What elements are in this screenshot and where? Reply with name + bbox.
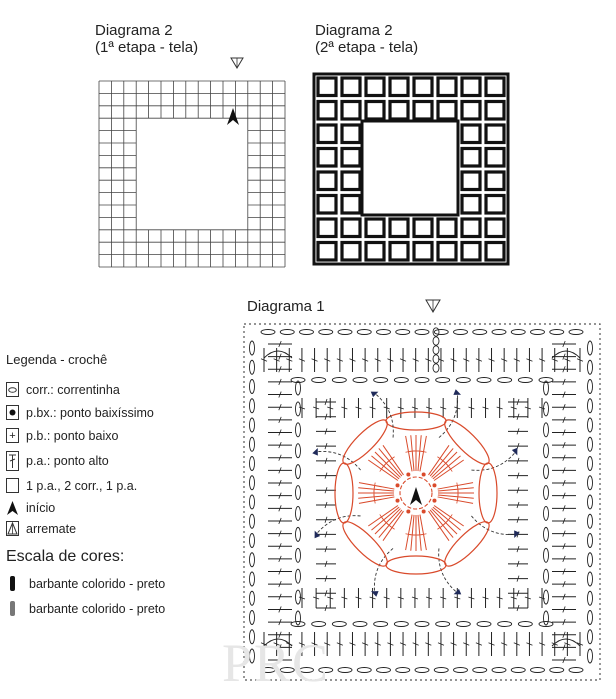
watermark: PRC (222, 633, 331, 693)
legend-item-mesh (6, 478, 137, 493)
outer-chain-right (588, 553, 593, 567)
diagram1-finish-arrow-icon (425, 298, 441, 314)
inner-chain-left (296, 423, 301, 437)
mesh-block (366, 243, 384, 261)
slip-stitch-dot (432, 499, 436, 503)
inner-chain-left (296, 527, 301, 541)
inner-chain-bottom (498, 622, 512, 627)
outer-chain-top (454, 330, 468, 335)
legend-item-single-crochet (6, 428, 118, 443)
mesh-block (462, 102, 480, 120)
mesh-block (318, 196, 336, 214)
outer-chain-top (492, 330, 506, 335)
outer-chain-top (415, 330, 429, 335)
mesh-block (342, 78, 360, 96)
color-label-2: barbante colorido - preto (29, 601, 166, 616)
outer-chain-right (588, 514, 593, 528)
color-label-1: barbante colorido - preto (29, 576, 166, 591)
start-chain (433, 337, 439, 345)
mesh-block (486, 102, 504, 120)
slip-stitch-dot (432, 483, 436, 487)
chain-squiggle (439, 548, 458, 592)
mesh-block (366, 219, 384, 237)
mesh-block (414, 102, 432, 120)
petal-oval (335, 463, 353, 523)
mesh-inner-border (362, 121, 458, 215)
mesh-block (342, 243, 360, 261)
outer-chain-right (588, 380, 593, 394)
petal-stitch-bar (374, 483, 375, 489)
legend-label-slip-stitch: p.bx.: ponto baixíssimo (26, 405, 154, 420)
inner-chain-right (544, 611, 549, 625)
petal-oval (479, 463, 497, 523)
inner-chain-right (544, 465, 549, 479)
outer-chain-bottom (415, 668, 429, 673)
inner-chain-left (296, 548, 301, 562)
inner-chain-top (436, 378, 450, 383)
legend-item-chain (6, 382, 120, 397)
mesh-block (414, 219, 432, 237)
outer-chain-top (357, 330, 371, 335)
mesh-group (318, 78, 504, 260)
outer-chain-bottom (531, 668, 545, 673)
diagram2a-title (95, 22, 198, 56)
square-icon (6, 478, 19, 493)
outer-chain-bottom (454, 668, 468, 673)
inner-chain-bottom (291, 622, 305, 627)
slip-stitch-dot (406, 473, 410, 477)
inner-chain-top (518, 378, 532, 383)
inner-chain-top (291, 378, 305, 383)
slip-stitch-dot (396, 483, 400, 487)
inner-chain-top (312, 378, 326, 383)
legend-label-start: início (26, 500, 56, 515)
outer-chain-top (338, 330, 352, 335)
mesh-block (486, 172, 504, 190)
slip-stitch-dot (422, 473, 426, 477)
outer-chain-left (250, 495, 255, 509)
mesh-block (462, 125, 480, 143)
outer-chain-right (588, 649, 593, 663)
petal-oval (386, 412, 446, 430)
mesh-block (390, 78, 408, 96)
outer-chain-top (280, 330, 294, 335)
inner-chain-bottom (456, 622, 470, 627)
legend-item-double-crochet (6, 451, 109, 471)
inner-chain-bottom (436, 622, 450, 627)
mesh-block (462, 219, 480, 237)
diagram1-title: Diagrama 1 (247, 298, 325, 315)
mesh-block (462, 196, 480, 214)
petal-stitch-bar (457, 498, 458, 504)
mesh-block (462, 243, 480, 261)
inner-chain-bottom (415, 622, 429, 627)
inner-chain-bottom (477, 622, 491, 627)
outer-chain-bottom (377, 668, 391, 673)
inner-chain-right (544, 381, 549, 395)
inner-chain-left (296, 486, 301, 500)
inner-chain-right (544, 506, 549, 520)
inner-chain-top (498, 378, 512, 383)
legend-item-start (6, 500, 55, 515)
outer-chain-bottom (473, 668, 487, 673)
color-swatch-grey (10, 601, 15, 616)
dot-icon (6, 405, 19, 420)
inner-chain-top (539, 378, 553, 383)
inner-chain-top (374, 378, 388, 383)
petal-stitch-bar (406, 534, 412, 535)
inner-chain-left (296, 611, 301, 625)
outer-chain-right (588, 399, 593, 413)
color-swatch-black (10, 576, 15, 591)
legend-label-single-crochet: p.b.: ponto baixo (26, 428, 119, 443)
inner-chain-left (296, 402, 301, 416)
legend-label-mesh: 1 p.a., 2 corr., 1 p.a. (26, 478, 138, 493)
inner-chain-top (456, 378, 470, 383)
mesh-block (390, 219, 408, 237)
mesh-block (342, 102, 360, 120)
mesh-block (366, 78, 384, 96)
outer-chain-left (250, 534, 255, 548)
outer-chain-right (588, 534, 593, 548)
inner-chain-right (544, 444, 549, 458)
plus-icon: + (6, 428, 19, 443)
inner-chain-right (544, 569, 549, 583)
mesh-block (414, 78, 432, 96)
inner-chain-bottom (374, 622, 388, 627)
mesh-block (486, 78, 504, 96)
start-arrow-legend-icon (6, 500, 19, 515)
outer-chain-right (588, 437, 593, 451)
outer-chain-bottom (550, 668, 564, 673)
outer-chain-left (250, 380, 255, 394)
mesh-block (438, 102, 456, 120)
chain-squiggle (375, 393, 394, 437)
legend-label-finish: arremate (26, 521, 77, 536)
mesh-block (342, 219, 360, 237)
outer-chain-right (588, 591, 593, 605)
outer-chain-left (250, 457, 255, 471)
outer-chain-left (250, 572, 255, 586)
outer-chain-left (250, 418, 255, 432)
outer-chain-left (250, 591, 255, 605)
outer-chain-top (511, 330, 525, 335)
inner-chain-left (296, 506, 301, 520)
outer-chain-right (588, 360, 593, 374)
inner-chain-right (544, 590, 549, 604)
mesh-block (342, 196, 360, 214)
inner-chain-top (353, 378, 367, 383)
mesh-block (366, 102, 384, 120)
outer-chain-left (250, 399, 255, 413)
outer-chain-left (250, 476, 255, 490)
outer-chain-top (377, 330, 391, 335)
color-scale-title: Escala de cores: (6, 548, 125, 565)
outer-chain-top (319, 330, 333, 335)
legend-title: Legenda - crochê (6, 352, 108, 367)
inner-chain-top (332, 378, 346, 383)
tall-stitch-icon (6, 451, 19, 471)
inner-chain-right (544, 548, 549, 562)
chain-squiggle (439, 393, 458, 437)
inner-chain-right (544, 423, 549, 437)
outer-chain-bottom (569, 668, 583, 673)
outer-chain-right (588, 611, 593, 625)
inner-chain-top (394, 378, 408, 383)
color-item-1 (6, 576, 165, 591)
outer-chain-bottom (434, 668, 448, 673)
outer-chain-top (531, 330, 545, 335)
color-item-2 (6, 601, 165, 616)
petal-stitch-bar (380, 514, 383, 519)
mesh-block (342, 125, 360, 143)
outer-chain-right (588, 457, 593, 471)
outer-chain-bottom (492, 668, 506, 673)
inner-chain-left (296, 569, 301, 583)
outer-chain-right (588, 341, 593, 355)
mesh-block (390, 243, 408, 261)
inner-chain-top (415, 378, 429, 383)
mesh-block (462, 78, 480, 96)
chain-squiggle (316, 516, 360, 535)
legend-item-slip-stitch (6, 405, 154, 420)
inner-chain-bottom (332, 622, 346, 627)
legend-item-finish (6, 521, 76, 536)
outer-chain-top (396, 330, 410, 335)
mesh-block (414, 243, 432, 261)
outer-chain-top (569, 330, 583, 335)
mesh-block (318, 172, 336, 190)
petal-stitch-bar (437, 526, 442, 529)
mesh-block (318, 125, 336, 143)
mesh-block (318, 78, 336, 96)
slip-stitch-dot (396, 499, 400, 503)
outer-chain-top (261, 330, 275, 335)
mesh-block (390, 102, 408, 120)
outer-chain-right (588, 476, 593, 490)
inner-chain-bottom (312, 622, 326, 627)
petal-stitch-bar (449, 467, 452, 472)
mesh-block (438, 243, 456, 261)
center-start-arrow-icon (410, 487, 422, 505)
outer-chain-left (250, 341, 255, 355)
mesh-block (318, 219, 336, 237)
mesh-block (318, 149, 336, 167)
start-chain (433, 346, 439, 354)
mesh-block (486, 219, 504, 237)
petal-stitch-bar (421, 451, 427, 452)
outer-chain-left (250, 611, 255, 625)
diagram2b-title-line2: (2ª etapa - tela) (315, 39, 419, 56)
mesh-block (342, 172, 360, 190)
outer-chain-bottom (357, 668, 371, 673)
outer-chain-right (588, 418, 593, 432)
diagram2b-title (315, 22, 418, 56)
mesh-block (462, 172, 480, 190)
outer-chain-left (250, 360, 255, 374)
outer-chain-bottom (396, 668, 410, 673)
mesh-block (486, 125, 504, 143)
outer-chain-top (550, 330, 564, 335)
diagram2b-mesh (312, 72, 512, 268)
diagram2a-title-line1: Diagrama 2 (95, 22, 173, 39)
finish-arrow-legend-icon (6, 521, 19, 536)
mesh-block (462, 149, 480, 167)
diagram2a-title-line2: (1ª etapa - tela) (95, 39, 199, 56)
mesh-block (486, 243, 504, 261)
slip-stitch-dot (422, 509, 426, 513)
outer-chain-bottom (338, 668, 352, 673)
mesh-block (438, 78, 456, 96)
mesh-block (486, 149, 504, 167)
mesh-block (342, 149, 360, 167)
mesh-block (318, 243, 336, 261)
outer-chain-left (250, 437, 255, 451)
inner-chain-right (544, 527, 549, 541)
outer-chain-bottom (511, 668, 525, 673)
petal-stitch-bar (390, 457, 395, 460)
mesh-block (318, 102, 336, 120)
mesh-block (438, 219, 456, 237)
outer-chain-right (588, 572, 593, 586)
inner-chain-left (296, 465, 301, 479)
inner-chain-top (477, 378, 491, 383)
start-chain (433, 364, 439, 372)
mesh-block (486, 196, 504, 214)
outer-chain-top (473, 330, 487, 335)
inner-chain-bottom (394, 622, 408, 627)
inner-chain-bottom (518, 622, 532, 627)
outer-chain-right (588, 495, 593, 509)
inner-chain-left (296, 381, 301, 395)
petal-oval (386, 556, 446, 574)
outer-chain-top (434, 330, 448, 335)
inner-chain-bottom (539, 622, 553, 627)
chain-squiggle (374, 548, 393, 592)
finish-arrow-icon (230, 56, 244, 70)
oval-icon (6, 382, 19, 397)
legend-label-double-crochet: p.a.: ponto alto (26, 454, 109, 468)
legend-label-chain: corr.: correntinha (26, 382, 120, 397)
inner-chain-bottom (353, 622, 367, 627)
outer-chain-left (250, 553, 255, 567)
diagram2b-title-line1: Diagrama 2 (315, 22, 393, 39)
diagram2a-grid (98, 80, 286, 268)
chain-squiggle (471, 516, 515, 535)
inner-chain-left (296, 444, 301, 458)
inner-chain-right (544, 486, 549, 500)
slip-stitch-dot (406, 509, 410, 513)
start-arrow-icon (226, 108, 240, 126)
outer-chain-left (250, 514, 255, 528)
outer-chain-top (300, 330, 314, 335)
outer-chain-right (588, 630, 593, 644)
